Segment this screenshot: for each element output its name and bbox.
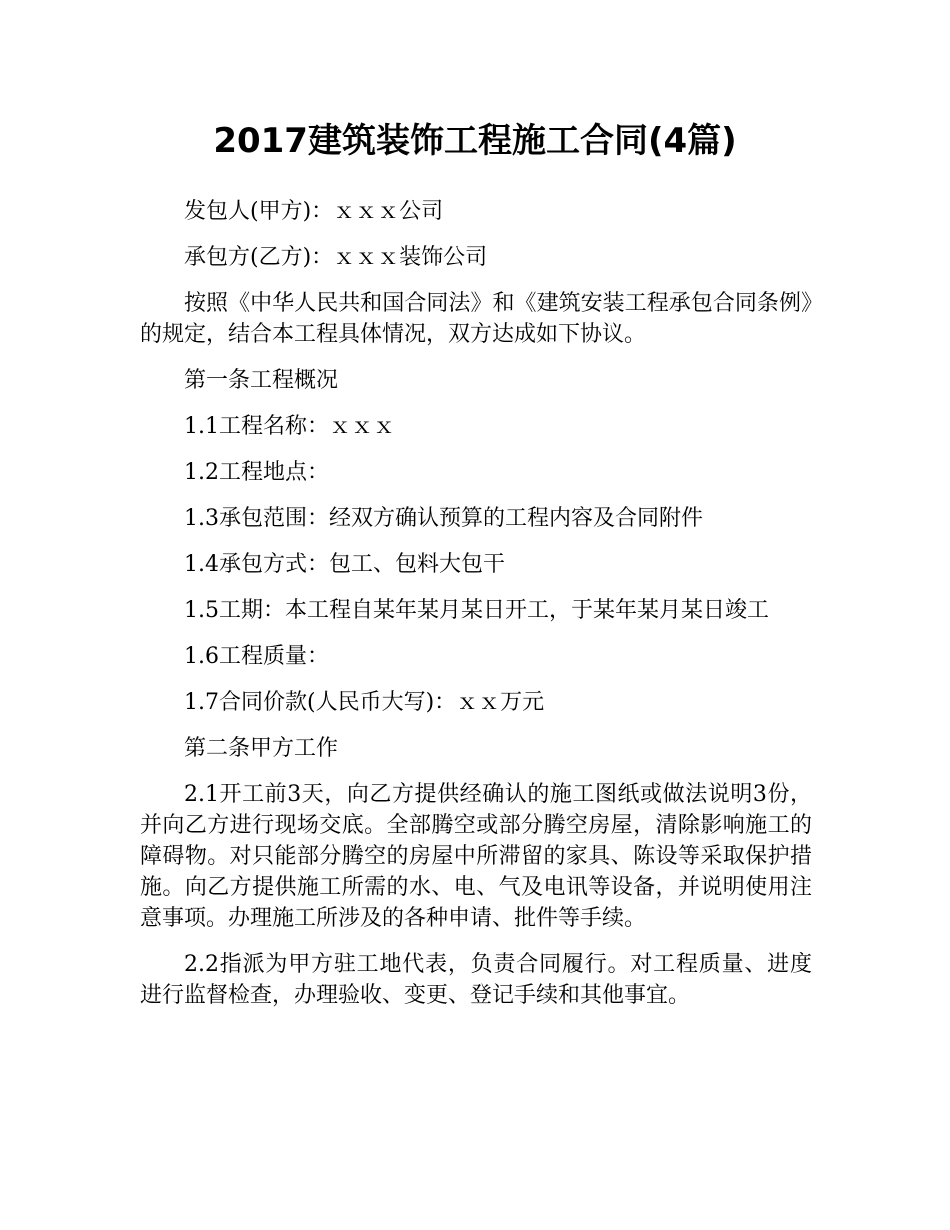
clause-1-3: 1.3承包范围：经双方确认预算的工程内容及合同附件 xyxy=(184,506,703,531)
clause-1-6: 1.6工程质量： xyxy=(184,644,329,669)
clause-1-1: 1.1工程名称：ｘｘｘ xyxy=(184,414,395,439)
document-body xyxy=(140,196,812,1026)
clause-1-4: 1.4承包方式：包工、包料大包干 xyxy=(184,552,505,577)
clause-2-1: 2.1开工前3天，向乙方提供经确认的施工图纸或做法说明3份，并向乙方进行现场交底。全部腾空或部分腾空房屋，清除影响施工的障碍物。对只能部分腾空的房屋中所滞留的家具、陈设等采取保护措施。向乙方提供施工所需的水、电、气及电讯等设备，并说明使用注意事项。办理施工所涉及的各种申请、批件等手续。 xyxy=(140,782,812,931)
paragraph-preamble: 按照《中华人民共和国合同法》和《建筑安装工程承包合同条例》的规定，结合本工程具体情况，双方达成如下协议。 xyxy=(140,291,812,347)
paragraph-party-a: 发包人(甲方)：ｘｘｘ公司 xyxy=(184,199,444,224)
clause-1-7: 1.7合同价款(人民币大写)：ｘｘ万元 xyxy=(184,690,545,715)
clause-2-2: 2.2指派为甲方驻工地代表，负责合同履行。对工程质量、进度进行监督检查，办理验收、变更、登记手续和其他事宜。 xyxy=(140,952,812,1008)
clause-1-2: 1.2工程地点： xyxy=(184,460,329,485)
section-heading-2: 第二条甲方工作 xyxy=(184,736,339,761)
paragraph-party-b: 承包方(乙方)：ｘｘｘ装饰公司 xyxy=(184,245,488,270)
section-heading-1: 第一条工程概况 xyxy=(184,368,339,393)
clause-1-5: 1.5工期：本工程自某年某月某日开工，于某年某月某日竣工 xyxy=(184,598,769,623)
document-title: 2017建筑装饰工程施工合同(4篇) xyxy=(213,121,737,161)
